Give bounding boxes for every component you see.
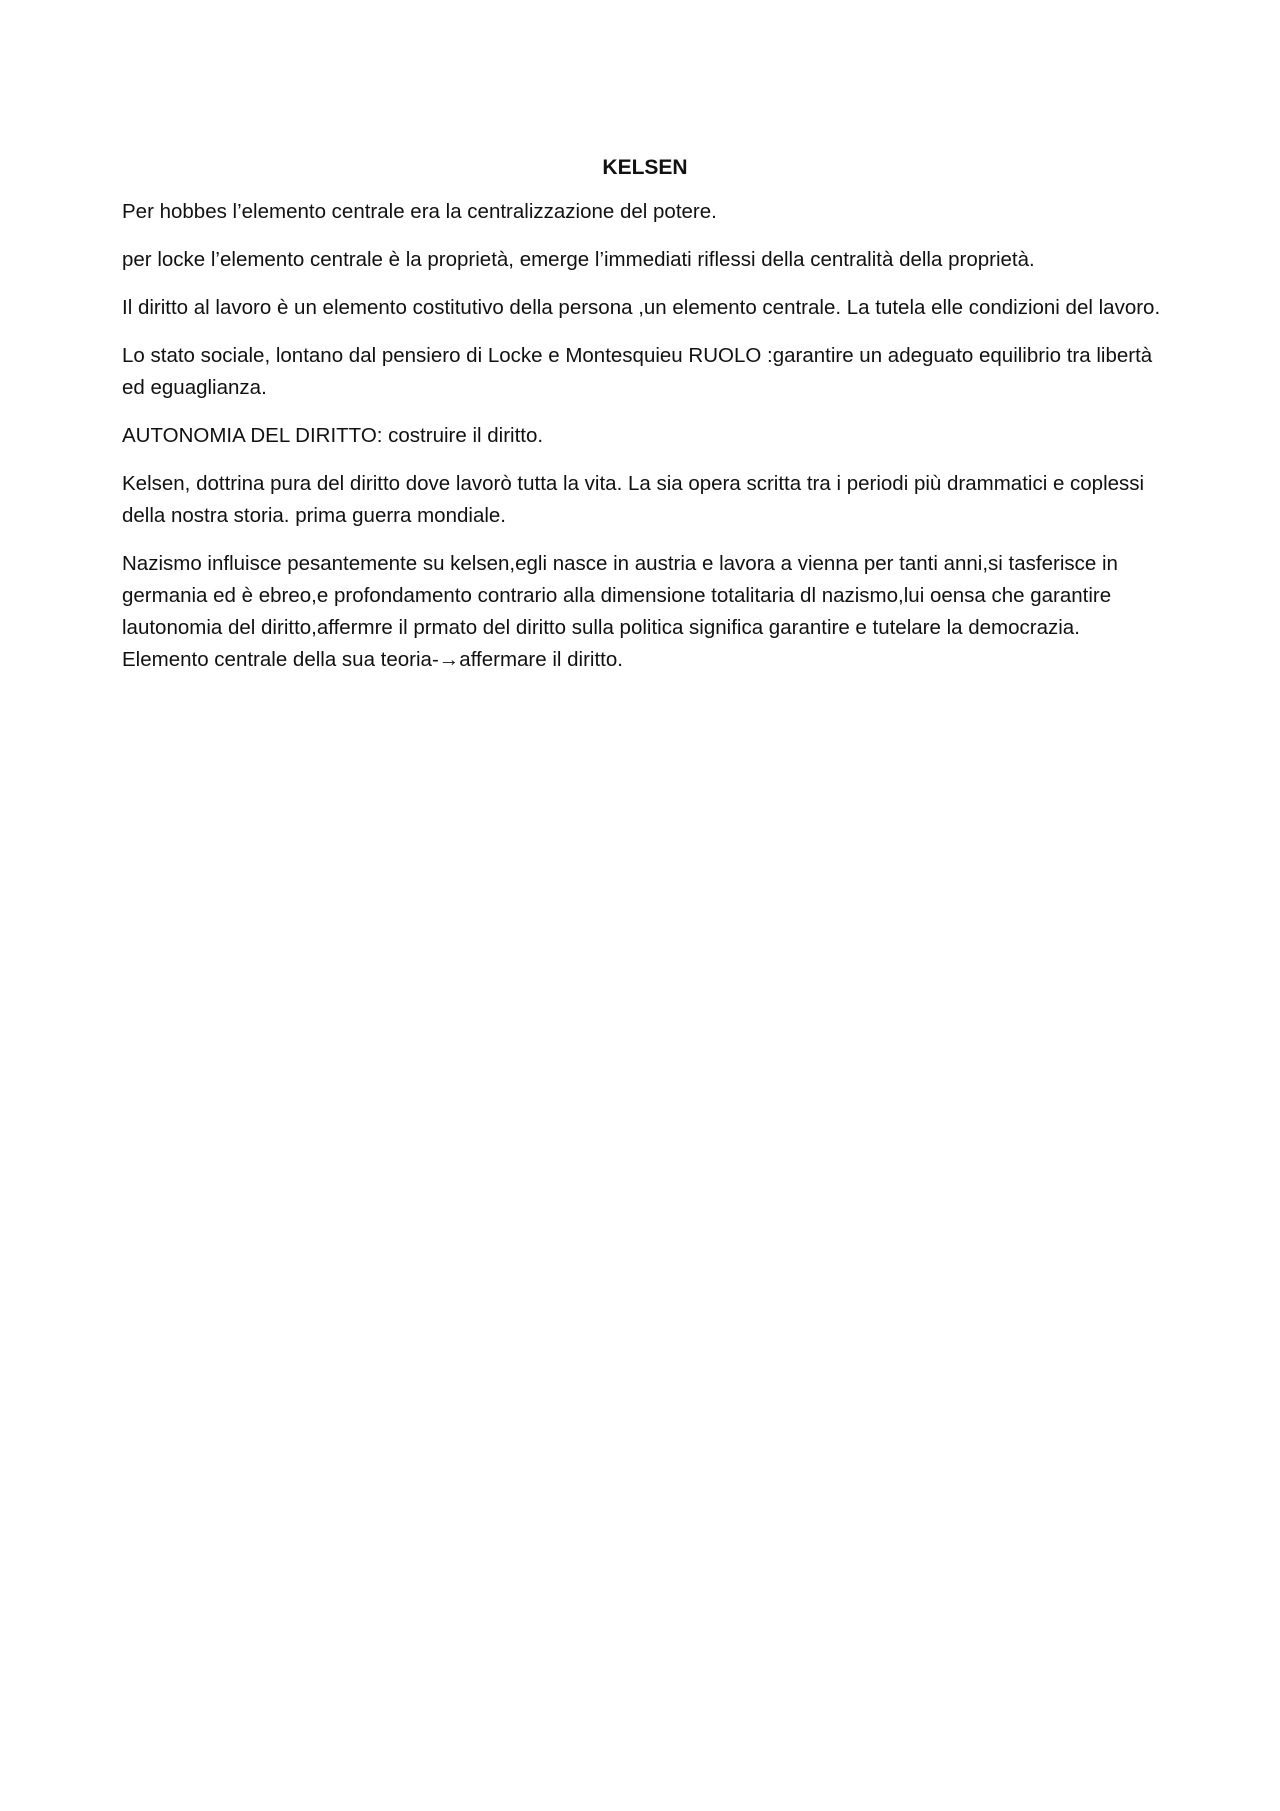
paragraph-stato-sociale: Lo stato sociale, lontano dal pensiero di Locke e Montesquieu RUOLO :garantire un adeguato equilibrio tra libertà ed eguaglianza.: [122, 344, 1153, 399]
paragraph-nazismo: Nazismo influisce pesantemente su kelsen,egli nasce in austria e lavora a vienna per tanti anni,si tasferisce in germania ed è ebreo,e profondamento contrario alla dimensione totalitaria dl nazismo,lui oensa che garantire lautonomia del diritto,affermre il prmato del diritto sulla politica significa garantire e tutelare la democrazia. Elemento centrale della sua teoria-→affermare il diritto.: [122, 552, 1118, 671]
paragraph-kelsen-dottrina: Kelsen, dottrina pura del diritto dove lavorò tutta la vita. La sia opera scritta tra i periodi più drammatici e coplessi della nostra storia. prima guerra mondiale.: [122, 472, 1145, 527]
document-body: [122, 152, 1162, 692]
document-title: KELSEN: [602, 156, 688, 179]
paragraph-autonomia: AUTONOMIA DEL DIRITTO: costruire il diritto.: [122, 424, 544, 447]
paragraph-locke: per locke l’elemento centrale è la proprietà, emerge l’immediati riflessi della centralità della proprietà.: [122, 248, 1035, 271]
paragraph-hobbes: Per hobbes l’elemento centrale era la centralizzazione del potere.: [122, 200, 717, 223]
paragraph-diritto-lavoro: Il diritto al lavoro è un elemento costitutivo della persona ,un elemento centrale. La tutela elle condizioni del lavoro.: [122, 296, 1161, 319]
